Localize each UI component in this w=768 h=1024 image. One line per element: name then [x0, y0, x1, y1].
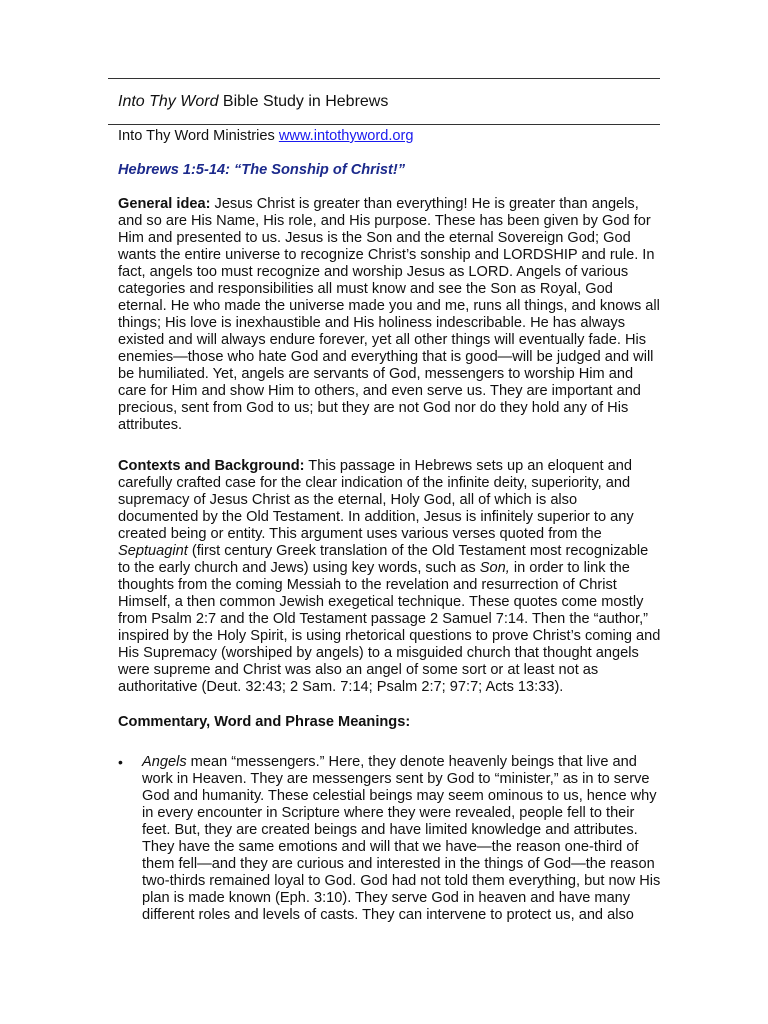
context-italic-septuagint: Septuagint: [118, 543, 188, 559]
commentary-heading: Commentary, Word and Phrase Meanings:: [118, 714, 411, 730]
top-divider: [108, 78, 660, 79]
bullet-term: Angels: [142, 754, 187, 770]
bullet-body: mean “messengers.” Here, they denote heavenly beings that live and work in Heaven. They are messengers sent by God to “minister,” as in to serve God and humanity. These celestial beings may seem ominous to us, hence why in every encounter in Scripture where they were revealed, people fell to their feet. But, they are created beings and have limited knowledge and attributes. They have the same emotions and will that we have—the reason one-third of them fell—and they are curious and interested in the things of God—the reason two-thirds remained loyal to God. God had not told them everything, but now His plan is made known (Eph. 3:10). They serve God in heaven and have many different roles and levels of casts. They can intervene to protect us, and also: [142, 754, 661, 923]
general-idea-label: General idea:: [118, 196, 211, 212]
context-paragraph: [118, 458, 684, 696]
bullet-icon: •: [118, 754, 123, 770]
ministry-website-link[interactable]: www.intothyword.org: [278, 128, 414, 144]
general-idea-section: [118, 196, 684, 434]
general-idea-paragraph: [118, 196, 684, 434]
header-divider: [108, 124, 660, 125]
title-italic: Into Thy Word: [118, 93, 219, 110]
bullet-text: [142, 754, 684, 924]
document-title: [118, 92, 388, 112]
context-text-1: This passage in Hebrews sets up an eloquent and carefully crafted case for the clear indication of the infinite deity, superiority, and supremacy of Jesus Christ as the eternal, Holy God, all of which is also documented by the Old Testament. In addition, Jesus is infinitely superior to any created being or entity. This argument uses various verses quoted from the: [118, 458, 634, 542]
ministry-line: [118, 128, 414, 145]
context-label: Contexts and Background:: [118, 458, 305, 474]
context-section: [118, 458, 684, 696]
context-text-3: in order to link the thoughts from the coming Messiah to the revelation and resurrection of Christ Himself, a then common Jewish exegetical technique. These quotes come mostly from Psalm 2:7 and the Old Testament passage 2 Samuel 7:14. Then the “author,” inspired by the Holy Spirit, is using rhetorical questions to prove Christ’s coming and His Supremacy (worshiped by angels) to a misguided church that thought angels were supreme and Christ was also an angel of some sort or at least not as authoritative (Deut. 32:43; 2 Sam. 7:14; Psalm 2:7; 97:7; Acts 13:33).: [118, 560, 661, 695]
context-text-2: (first century Greek translation of the Old Testament most recognizable to the early church and Jews) using key words, such as: [118, 543, 649, 576]
ministry-name: Into Thy Word Ministries: [118, 128, 279, 144]
passage-heading: Hebrews 1:5-14: “The Sonship of Christ!”: [118, 162, 406, 178]
general-idea-text: Jesus Christ is greater than everything! He is greater than angels, and so are His Name, His role, and His purpose. These has been given by God for Him and presented to us. Jesus is the Son and the eternal Sovereign God; God wants the entire universe to recognize Christ’s sonship and LORDSHIP and rule. In fact, angels too must recognize and worship Jesus as LORD. Angels of various categories and responsibilities all must know and see the Son as Royal, God eternal. He who made the universe made you and me, runs all things, and knows all things; His love is inexhaustible and His holiness indescribable. He has always existed and will always endure forever, yet all other things will eventually fade. His enemies—those who hate God and everything that is good—will be judged and will be humiliated. Yet, angels are servants of God, messengers to worship Him and care for Him and show Him to others, and even serve us. They are important and precious, sent from God to us; but they are not God nor do they hold any of His attributes.: [118, 196, 660, 433]
context-italic-son: Son,: [479, 560, 510, 576]
title-rest: Bible Study in Hebrews: [218, 93, 389, 110]
